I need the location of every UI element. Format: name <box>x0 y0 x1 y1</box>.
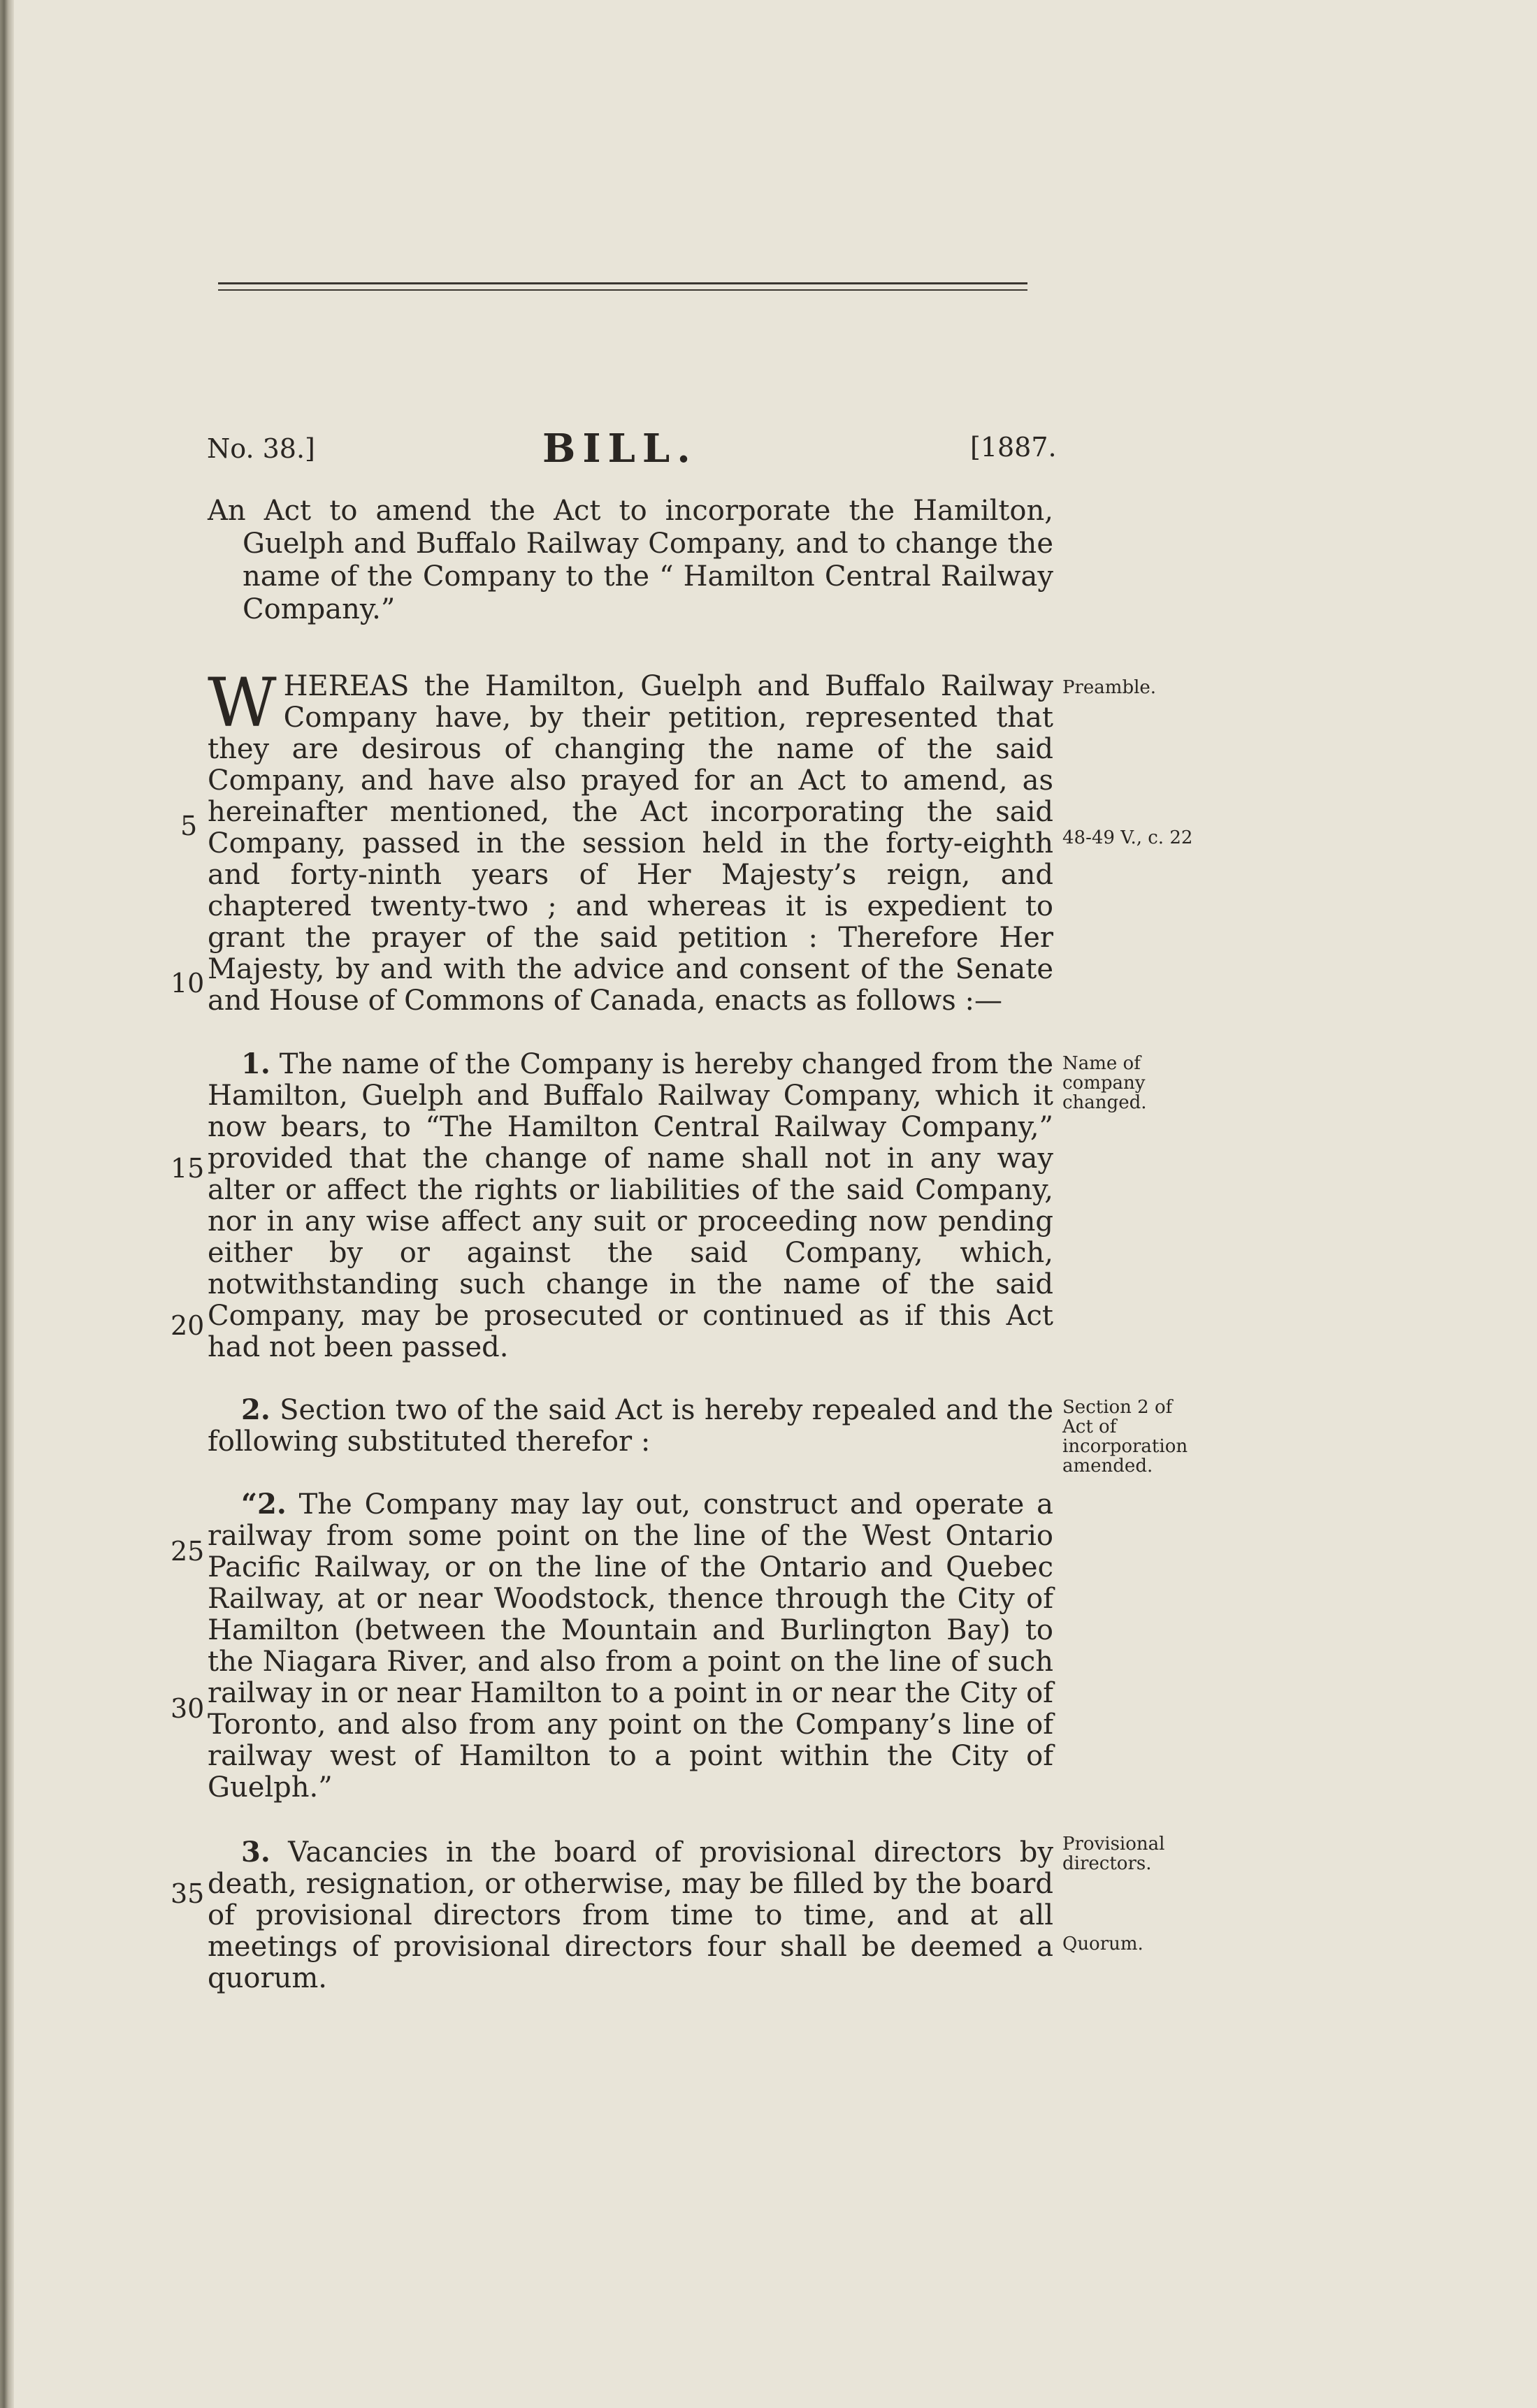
preamble-text: HEREAS the Hamilton, Guelph and Buffalo Railway Company have, by their petition, represented that they are desirous of changing the name of the said Company, and have also prayed for an Act to amend, as hereinafter mentioned, the Act incorporating the said Company, passed in the session held in the forty-eighth and forty-ninth years of Her Majesty’s reign, and chaptered twenty-two ; and whereas it is expedient to grant the prayer of the said petition : Therefore Her Majesty, by and with the advice and consent of the Senate and House of Commons of Canada, enacts as follows :— <box>208 670 1053 1017</box>
section-1-number: 1. <box>241 1047 270 1080</box>
preamble-dropcap: W <box>208 664 277 742</box>
section-1 <box>208 1048 1053 1363</box>
line-number-10: 10 <box>171 968 205 999</box>
line-number-20: 20 <box>171 1310 205 1341</box>
section-3-text: Vacancies in the board of provisional directors by death, resignation, or otherwise, may be filled by the board of provisional directors from time to time, and at all meetings of provisional directors four shall be deemed a quorum. <box>208 1836 1053 1994</box>
line-number-35: 35 <box>171 1878 205 1909</box>
section-2-number: 2. <box>241 1393 270 1426</box>
long-title-text: An Act to amend the Act to incorporate the Hamilton, Guelph and Buffalo Railway Company, and to change the name of the Company to the “ Hamilton Central Railway Company.” <box>208 495 1053 625</box>
section-2 <box>208 1394 1053 1458</box>
margin-note-preamble: Preamble. <box>1062 677 1157 698</box>
margin-note-name-changed: Name of company changed. <box>1062 1053 1147 1113</box>
section-1-text: The name of the Company is hereby changed from the Hamilton, Guelph and Buffalo Railway Company, which it now bears, to “The Hamilton Central Railway Company,” provided that the change of name shall not in any way alter or affect the rights or liabilities of the said Company, nor in any wise affect any suit or proceeding now pending either by or against the said Company, which, notwithstanding such change in the name of the said Company, may be prosecuted or continued as if this Act had not been passed. <box>208 1048 1054 1363</box>
line-number-25: 25 <box>171 1536 205 1567</box>
line-number-15: 15 <box>171 1153 205 1184</box>
preamble <box>208 664 1053 1017</box>
section-2-text: Section two of the said Act is hereby repealed and the following substituted therefor : <box>208 1394 1053 1458</box>
bill-number: No. 38.] <box>207 433 315 464</box>
long-title <box>208 495 1053 626</box>
line-number-5: 5 <box>180 811 198 841</box>
bill-year: [1887. <box>970 432 1057 463</box>
top-rule-upper <box>218 282 1027 284</box>
margin-note-quorum: Quorum. <box>1062 1934 1143 1954</box>
section-3-number: 3. <box>241 1836 270 1869</box>
substituted-section-number: “2. <box>241 1488 287 1521</box>
margin-note-citation: 48-49 V., c. 22 <box>1062 827 1193 848</box>
margin-note-provisional: Provisional directors. <box>1062 1834 1165 1874</box>
page-binding-edge <box>0 0 14 2408</box>
top-rule-lower <box>218 289 1027 291</box>
margin-note-section-2: Section 2 of Act of incorporation amended. <box>1062 1397 1188 1477</box>
section-3 <box>208 1836 1053 1994</box>
substituted-section-text: The Company may lay out, construct and operate a railway from some point on the line of the West Ontario Pacific Railway, or on the line of the Ontario and Quebec Railway, at or near Woodstock, thence through the City of Hamilton (between the Mountain and Burlington Bay) to the Niagara River, and also from a point on the line of such railway in or near Hamilton to a point in or near the City of Toronto, and also from any point on the Company’s line of railway west of Hamilton to a point within the City of Guelph.” <box>208 1488 1053 1804</box>
bill-title: BILL. <box>542 426 698 472</box>
line-number-30: 30 <box>171 1693 205 1724</box>
substituted-section-2 <box>208 1488 1053 1804</box>
